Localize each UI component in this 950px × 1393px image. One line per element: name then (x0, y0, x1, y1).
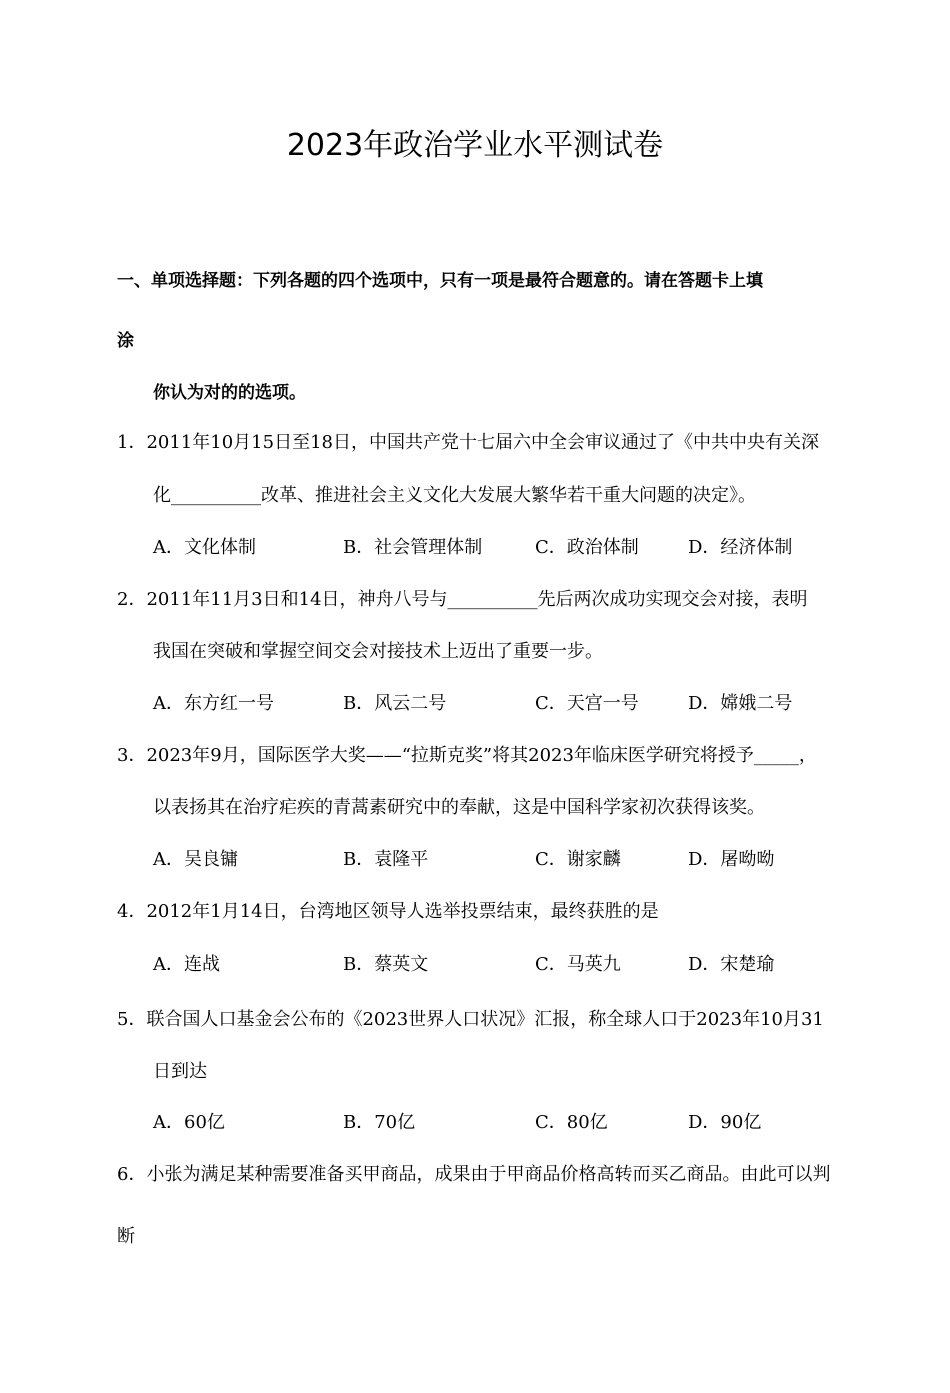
question-5-line1: 5．联合国人口基金会公布的《2023世界人口状况》汇报，称全球人口于2023年10月31 (117, 1009, 824, 1030)
question-2-option-a: A．东方红一号 (153, 693, 274, 714)
question-4-option-d: D．宋楚瑜 (688, 954, 775, 975)
question-1-line1: 1．2011年10月15日至18日，中国共产党十七届六中全会审议通过了《中共中央有关深 (117, 432, 819, 453)
question-2-option-b: B．风云二号 (343, 693, 447, 714)
question-3-option-b: B．袁隆平 (343, 849, 429, 870)
question-5-line2: 日到达 (153, 1061, 207, 1082)
section-heading-cont2: 你认为对的的选项。 (153, 383, 306, 403)
question-4-option-b: B．蔡英文 (343, 954, 429, 975)
question-5-option-c: C．80亿 (535, 1112, 608, 1133)
question-2-line2: 我国在突破和掌握空间交会对接技术上迈出了重要一步。 (153, 641, 603, 662)
question-3-option-a: A．吴良镛 (153, 849, 238, 870)
section-heading-cont: 涂 (117, 331, 134, 351)
question-3-line1: 3．2023年9月，国际医学大奖——“拉斯克奖”将其2023年临床医学研究将授予_____， (117, 745, 817, 766)
question-1-option-a: A．文化体制 (153, 537, 256, 558)
question-6-line2: 断 (117, 1226, 135, 1247)
question-4-line1: 4．2012年1月14日，台湾地区领导人选举投票结束，最终获胜的是 (117, 901, 659, 922)
question-5-option-b: B．70亿 (343, 1112, 416, 1133)
question-2-line1: 2．2011年11月3日和14日，神舟八号与__________先后两次成功实现交会对接，表明 (117, 589, 808, 610)
question-2-option-d: D．嫦娥二号 (688, 693, 793, 714)
question-6-line1: 6．小张为满足某种需要准备买甲商品，成果由于甲商品价格高转而买乙商品。由此可以判 (117, 1164, 831, 1185)
question-3-option-d: D．屠呦呦 (688, 849, 775, 870)
question-1-option-b: B．社会管理体制 (343, 537, 483, 558)
question-5-option-a: A．60亿 (153, 1112, 225, 1133)
question-5-option-d: D．90亿 (688, 1112, 762, 1133)
question-1-line2: 化__________改革、推进社会主义文化大发展大繁华若干重大问题的决定》。 (153, 485, 756, 506)
question-2-option-c: C．天宫一号 (535, 693, 639, 714)
page-title: 2023年政治学业水平测试卷 (286, 128, 664, 163)
question-4-option-a: A．连战 (153, 954, 220, 975)
section-heading: 一、单项选择题：下列各题的四个选项中，只有一项是最符合题意的。请在答题卡上填 (117, 271, 763, 291)
question-4-option-c: C．马英九 (535, 954, 621, 975)
question-1-option-d: D．经济体制 (688, 537, 793, 558)
question-1-option-c: C．政治体制 (535, 537, 639, 558)
question-3-line2: 以表扬其在治疗疟疾的青蒿素研究中的奉献，这是中国科学家初次获得该奖。 (153, 797, 765, 818)
question-3-option-c: C．谢家麟 (535, 849, 621, 870)
